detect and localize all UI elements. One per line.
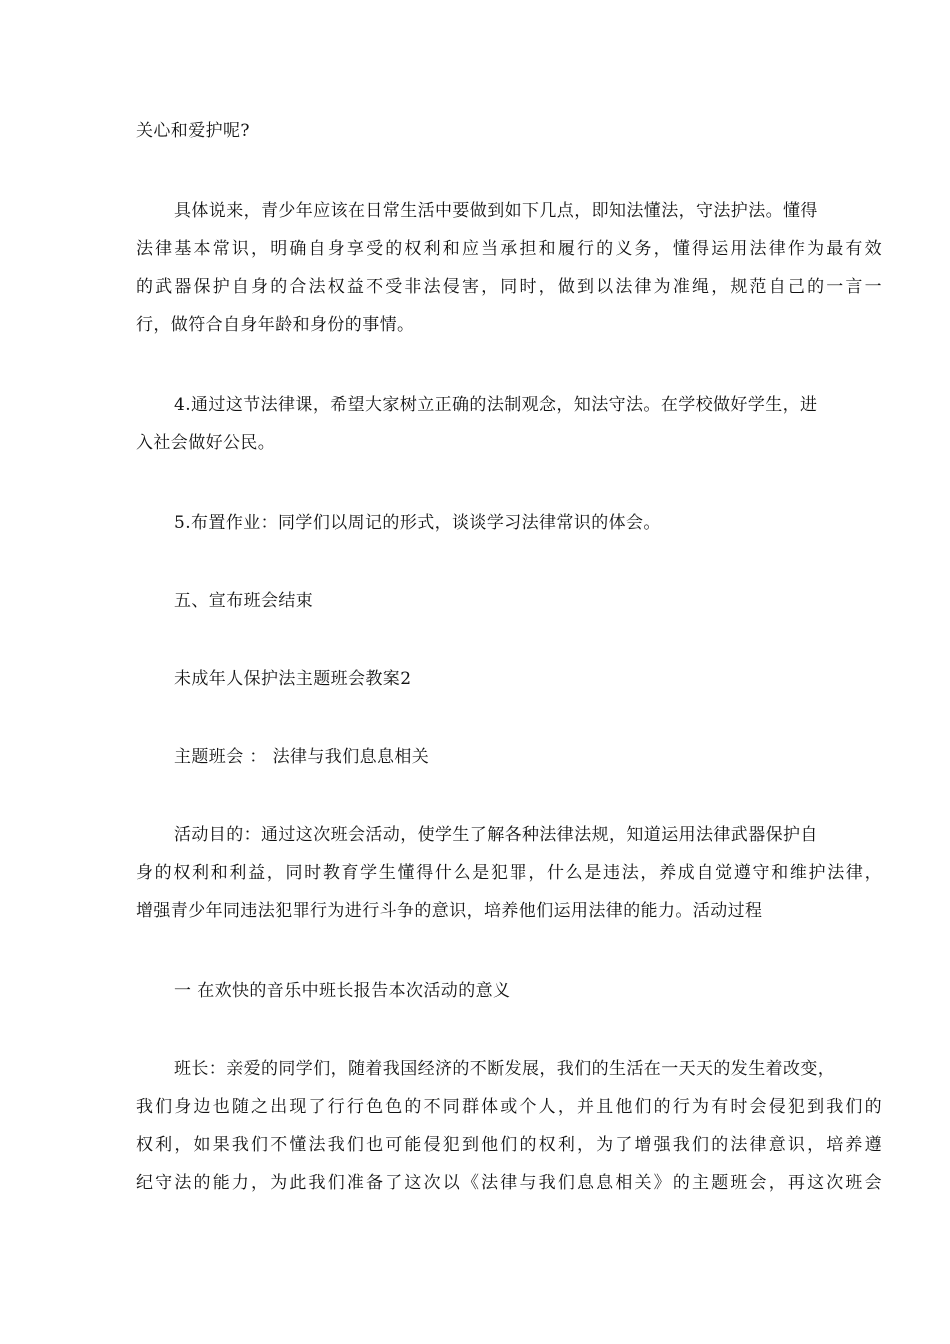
text-line: 4.通过这节法律课，希望大家树立正确的法制观念，知法守法。在学校做好学生，进 [174,395,818,415]
text-line: 法律基本常识，明确自身享受的权利和应当承担和履行的义务，懂得运用法律作为最有效 [136,239,882,259]
text-line: 纪守法的能力，为此我们准备了这次以《法律与我们息息相关》的主题班会，再这次班会 [136,1173,882,1193]
text-line: 权利，如果我们不懂法我们也可能侵犯到他们的权利，为了增强我们的法律意识，培养遵 [136,1135,882,1155]
section-heading: 五、宣布班会结束 [174,591,314,611]
document-title: 未成年人保护法主题班会教案2 [174,669,412,689]
section-heading: 一 在欢快的音乐中班长报告本次活动的意义 [174,981,511,1001]
text-line: 身的权利和利益，同时教育学生懂得什么是犯罪，什么是违法，养成自觉遵守和维护法律， [136,863,882,883]
text-line: 关心和爱护呢? [136,121,250,141]
text-line: 班长：亲爱的同学们，随着我国经济的不断发展，我们的生活在一天天的发生着改变， [174,1059,836,1079]
theme-line: 主题班会 ： 法律与我们息息相关 [174,747,430,767]
text-line: 具体说来，青少年应该在日常生活中要做到如下几点，即知法懂法，守法护法。懂得 [174,201,818,221]
text-line: 增强青少年同违法犯罪行为进行斗争的意识，培养他们运用法律的能力。活动过程 [136,901,763,921]
text-line: 的武器保护自身的合法权益不受非法侵害，同时，做到以法律为准绳，规范自己的一言一 [136,277,882,297]
text-line: 行，做符合自身年龄和身份的事情。 [136,315,415,335]
text-line: 我们身边也随之出现了行行色色的不同群体或个人，并且他们的行为有时会侵犯到我们的 [136,1097,882,1117]
text-line: 5.布置作业：同学们以周记的形式，谈谈学习法律常识的体会。 [174,513,661,533]
text-line: 入社会做好公民。 [136,433,276,453]
text-line: 活动目的：通过这次班会活动，使学生了解各种法律法规，知道运用法律武器保护自 [174,825,818,845]
